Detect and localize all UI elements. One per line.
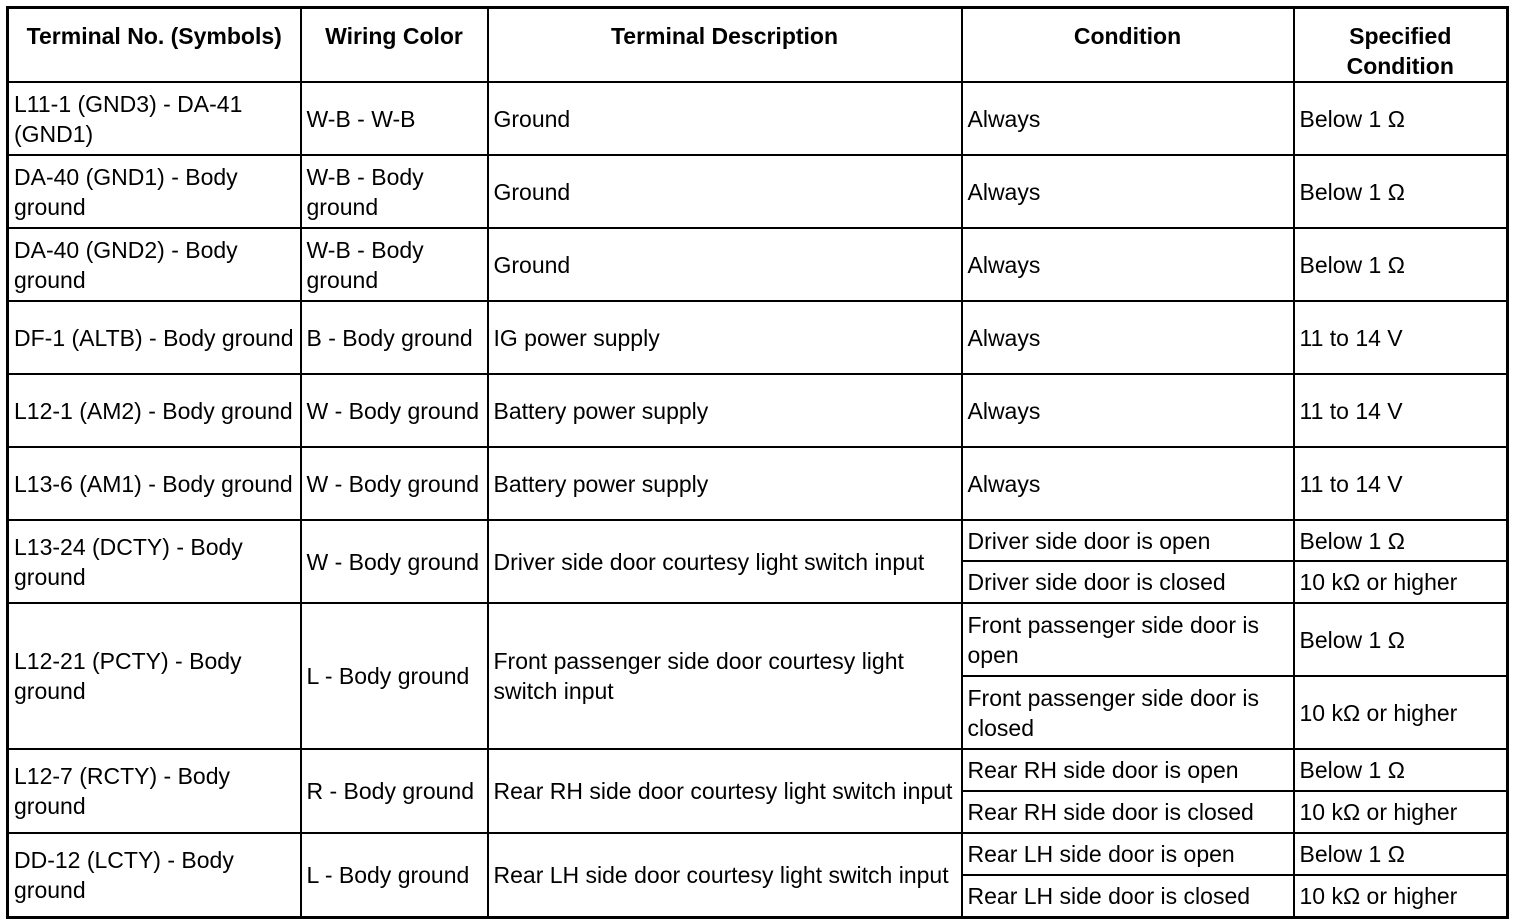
table-row [8, 228, 1508, 301]
table-row [8, 301, 1508, 374]
description-cell: IG power supply [488, 301, 962, 374]
condition-cell: Always [962, 228, 1294, 301]
table-row [8, 833, 1508, 875]
condition-cell: Always [962, 374, 1294, 447]
specified-cell: 11 to 14 V [1294, 447, 1508, 520]
condition-cell: Always [962, 155, 1294, 228]
specified-cell: Below 1 Ω [1294, 520, 1508, 561]
condition-cell: Driver side door is closed [962, 561, 1294, 603]
condition-cell: Front passenger side door is open [962, 603, 1294, 676]
terminal-cell: DA-40 (GND1) - Body ground [8, 155, 301, 228]
condition-cell: Front passenger side door is closed [962, 676, 1294, 749]
header-terminal: Terminal No. (Symbols) [8, 8, 301, 83]
description-cell: Front passenger side door courtesy light switch input [488, 603, 962, 749]
wiring-cell: L - Body ground [301, 833, 488, 917]
header-terminal-description: Terminal Description [488, 8, 962, 83]
header-wiring-color: Wiring Color [301, 8, 488, 83]
wiring-cell: W-B - W-B [301, 82, 488, 155]
specified-cell: 10 kΩ or higher [1294, 561, 1508, 603]
wiring-cell: W-B - Body ground [301, 155, 488, 228]
wiring-cell: W - Body ground [301, 520, 488, 603]
condition-cell: Always [962, 447, 1294, 520]
condition-cell: Rear LH side door is closed [962, 875, 1294, 917]
condition-cell: Rear LH side door is open [962, 833, 1294, 875]
table-row [8, 374, 1508, 447]
description-cell: Ground [488, 155, 962, 228]
header-specified-condition: Specified Condition [1294, 8, 1508, 83]
table-row [8, 749, 1508, 791]
table-header-row [8, 8, 1508, 83]
table-row [8, 82, 1508, 155]
specified-cell: Below 1 Ω [1294, 603, 1508, 676]
specified-cell: 10 kΩ or higher [1294, 791, 1508, 833]
description-cell: Rear LH side door courtesy light switch input [488, 833, 962, 917]
specified-cell: Below 1 Ω [1294, 228, 1508, 301]
specified-cell: 11 to 14 V [1294, 374, 1508, 447]
condition-cell: Always [962, 301, 1294, 374]
description-cell: Battery power supply [488, 447, 962, 520]
table-row [8, 520, 1508, 561]
condition-cell: Always [962, 82, 1294, 155]
terminal-cell: DF-1 (ALTB) - Body ground [8, 301, 301, 374]
terminal-cell: L11-1 (GND3) - DA-41 (GND1) [8, 82, 301, 155]
condition-cell: Rear RH side door is closed [962, 791, 1294, 833]
description-cell: Driver side door courtesy light switch input [488, 520, 962, 603]
specified-cell: Below 1 Ω [1294, 82, 1508, 155]
wiring-cell: W - Body ground [301, 374, 488, 447]
specified-cell: 11 to 14 V [1294, 301, 1508, 374]
description-cell: Battery power supply [488, 374, 962, 447]
terminal-table-container [6, 6, 1509, 919]
table-row [8, 447, 1508, 520]
wiring-cell: W - Body ground [301, 447, 488, 520]
table-row [8, 155, 1508, 228]
condition-cell: Driver side door is open [962, 520, 1294, 561]
terminal-cell: L12-7 (RCTY) - Body ground [8, 749, 301, 833]
condition-cell: Rear RH side door is open [962, 749, 1294, 791]
specified-cell: 10 kΩ or higher [1294, 875, 1508, 917]
terminal-cell: L12-1 (AM2) - Body ground [8, 374, 301, 447]
specified-cell: Below 1 Ω [1294, 749, 1508, 791]
table-row [8, 603, 1508, 676]
wiring-cell: B - Body ground [301, 301, 488, 374]
terminal-cell: L13-6 (AM1) - Body ground [8, 447, 301, 520]
terminal-cell: DD-12 (LCTY) - Body ground [8, 833, 301, 917]
terminal-table [6, 6, 1509, 919]
specified-cell: Below 1 Ω [1294, 155, 1508, 228]
specified-cell: Below 1 Ω [1294, 833, 1508, 875]
header-condition: Condition [962, 8, 1294, 83]
terminal-cell: L12-21 (PCTY) - Body ground [8, 603, 301, 749]
wiring-cell: W-B - Body ground [301, 228, 488, 301]
description-cell: Rear RH side door courtesy light switch input [488, 749, 962, 833]
wiring-cell: R - Body ground [301, 749, 488, 833]
wiring-cell: L - Body ground [301, 603, 488, 749]
description-cell: Ground [488, 228, 962, 301]
specified-cell: 10 kΩ or higher [1294, 676, 1508, 749]
terminal-cell: L13-24 (DCTY) - Body ground [8, 520, 301, 603]
terminal-cell: DA-40 (GND2) - Body ground [8, 228, 301, 301]
description-cell: Ground [488, 82, 962, 155]
